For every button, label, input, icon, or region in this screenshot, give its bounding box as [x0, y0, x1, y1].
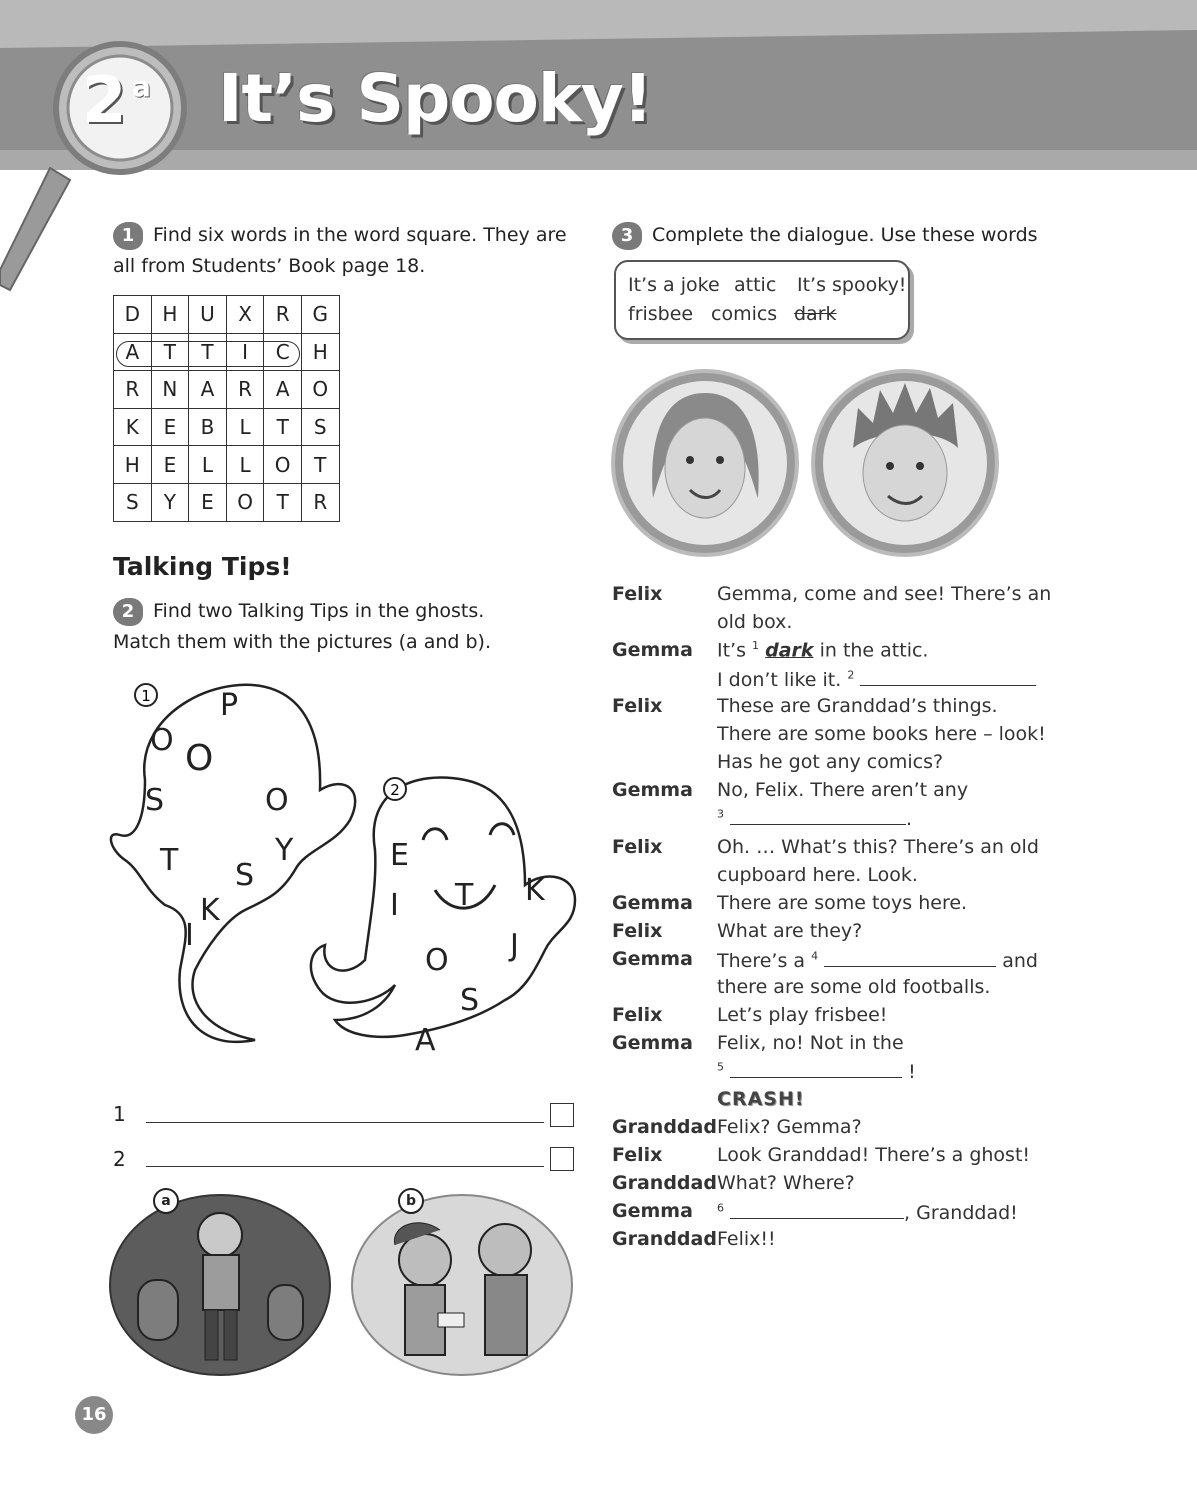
grid-cell[interactable]: R [226, 371, 264, 409]
dialogue-text: I don’t like it. [717, 669, 842, 691]
ex2-instruction-line1: Find two Talking Tips in the ghosts. [153, 600, 485, 622]
word-option: It’s a joke [628, 274, 720, 296]
ghost-letter: I [185, 918, 194, 953]
ghost-letter: E [390, 838, 409, 873]
grid-cell[interactable]: G [301, 296, 339, 334]
ghost-letter: Y [275, 833, 294, 868]
ghost-letter: S [460, 983, 480, 1018]
page-number: 16 [75, 1396, 113, 1434]
ghost-letter: S [145, 783, 165, 818]
example-answer: dark [765, 639, 814, 662]
grid-cell[interactable]: A [189, 371, 227, 409]
ex3-instruction [612, 220, 1038, 251]
dialogue-line: What are they? [717, 920, 863, 942]
grid-cell[interactable]: B [189, 408, 227, 446]
speaker-name: Felix [612, 1144, 663, 1166]
word-square [113, 295, 340, 522]
unit-suffix: a [132, 70, 151, 103]
picture-a-graveyard [108, 1185, 333, 1380]
speaker-name: Gemma [612, 1032, 693, 1054]
ghost-letter: O [265, 783, 289, 818]
section-title: Talking Tips! [113, 552, 292, 581]
ex1-instruction [113, 220, 567, 282]
dialogue-text: , Granddad! [904, 1202, 1018, 1224]
ex1-number-badge: 1 [113, 222, 143, 250]
ghost-letter: P [220, 688, 239, 723]
grid-cell[interactable]: L [189, 446, 227, 484]
word-option: attic [734, 274, 777, 296]
gap-3-line[interactable] [730, 806, 906, 825]
grid-cell[interactable]: S [301, 408, 339, 446]
gap-number: 3 [717, 807, 724, 821]
ex2-number-badge: 2 [113, 598, 143, 626]
word-option-used: dark [794, 303, 837, 325]
grid-cell[interactable]: L [226, 446, 264, 484]
dialogue-line: old box. [717, 611, 793, 633]
dialogue-line: Felix, no! Not in the [717, 1032, 904, 1054]
ghost-letter: K [525, 873, 545, 908]
ex1-instruction-line2: all from Students’ Book page 18. [113, 255, 426, 277]
picture-a-label: a [153, 1188, 179, 1214]
dialogue-line: Oh. … What’s this? There’s an old [717, 836, 1039, 858]
gap-number: 5 [717, 1060, 724, 1074]
grid-cell[interactable]: N [151, 371, 189, 409]
grid-cell[interactable]: R [301, 483, 339, 521]
grid-cell[interactable]: H [114, 446, 152, 484]
sound-effect: CRASH! [717, 1088, 805, 1110]
ghost-letter: O [185, 738, 214, 779]
speaker-name: Gemma [612, 948, 693, 970]
grid-cell[interactable]: H [151, 296, 189, 334]
dialogue-line: there are some old footballs. [717, 976, 991, 998]
grid-cell[interactable]: X [226, 296, 264, 334]
speaker-name: Felix [612, 1004, 663, 1026]
speaker-name: Granddad [612, 1228, 717, 1250]
dialogue-line [717, 948, 1038, 972]
grid-cell[interactable]: U [189, 296, 227, 334]
unit-number: 2 [82, 64, 127, 138]
dialogue-text: in the attic. [819, 639, 929, 662]
gap-5-line[interactable] [730, 1059, 902, 1078]
ghost-letter: O [150, 723, 174, 758]
gap-2-line[interactable] [860, 667, 1036, 686]
ex2-instruction [113, 596, 491, 658]
word-option: frisbee [628, 303, 694, 325]
ex2-instruction-line2: Match them with the pictures (a and b). [113, 631, 492, 653]
dialogue-line: There are some books here – look! [717, 723, 1046, 745]
punctuation: . [906, 808, 913, 830]
ghost-letter: I [390, 888, 399, 923]
grid-cell[interactable]: D [114, 296, 152, 334]
page-title: It’s Spooky! [218, 60, 652, 137]
speaker-name: Felix [612, 836, 663, 858]
dialogue-line: Has he got any comics? [717, 751, 944, 773]
ghost-letter: A [415, 1023, 436, 1058]
grid-cell[interactable]: K [114, 408, 152, 446]
gap-6-line[interactable] [730, 1200, 904, 1219]
grid-cell[interactable]: S [114, 483, 152, 521]
grid-row [114, 483, 340, 521]
dialogue-line: Felix!! [717, 1228, 776, 1250]
dialogue-text: and [1002, 950, 1038, 972]
ghost-1-label: 1 [141, 687, 151, 705]
answer-box-1[interactable] [550, 1103, 574, 1127]
dialogue-line: There are some toys here. [717, 892, 968, 914]
grid-row [114, 446, 340, 484]
grid-cell[interactable]: T [264, 408, 302, 446]
ghosts-illustration [105, 670, 595, 1070]
answer-box-2[interactable] [550, 1147, 574, 1171]
dialogue-line: No, Felix. There aren’t any [717, 779, 969, 801]
photo-gemma [608, 368, 803, 560]
dialogue-line [717, 639, 928, 661]
speaker-name: Granddad [612, 1116, 717, 1138]
dialogue-line [717, 667, 1036, 691]
gap-number: 2 [847, 668, 855, 682]
dialogue-line [717, 1059, 916, 1083]
grid-cell[interactable]: L [226, 408, 264, 446]
grid-cell[interactable]: R [114, 371, 152, 409]
grid-cell[interactable]: T [189, 333, 227, 371]
example-answer-ring [116, 341, 300, 367]
gap-number: 4 [811, 949, 819, 963]
picture-b-label: b [398, 1188, 424, 1214]
dialogue-line: What? Where? [717, 1172, 855, 1194]
word-box [614, 260, 910, 340]
dialogue-line: Look Granddad! There’s a ghost! [717, 1144, 1031, 1166]
answer-number: 1 [113, 1102, 126, 1126]
dialogue-line: cupboard here. Look. [717, 864, 918, 886]
grid-cell[interactable]: I [226, 333, 264, 371]
grid-cell[interactable]: E [189, 483, 227, 521]
grid-cell[interactable]: Y [151, 483, 189, 521]
grid-cell[interactable]: A [114, 333, 152, 371]
ghost-letter: K [200, 893, 220, 928]
speaker-name: Felix [612, 920, 663, 942]
grid-cell[interactable]: E [151, 408, 189, 446]
gap-number: 6 [717, 1201, 724, 1215]
grid-cell[interactable]: O [226, 483, 264, 521]
answer-line-1[interactable] [146, 1122, 544, 1123]
ghost-letter: J [510, 928, 519, 963]
speaker-name: Granddad [612, 1172, 717, 1194]
speaker-name: Gemma [612, 639, 693, 661]
ghost-letter: T [455, 878, 474, 913]
dialogue-text: There’s a [717, 950, 806, 972]
picture-b-children [350, 1185, 575, 1380]
ghost-letter: T [160, 843, 179, 878]
ghost-letter: S [235, 858, 255, 893]
grid-row [114, 408, 340, 446]
speaker-name: Gemma [612, 1200, 693, 1222]
grid-cell[interactable]: T [151, 333, 189, 371]
grid-cell[interactable]: E [151, 446, 189, 484]
speaker-name: Gemma [612, 892, 693, 914]
grid-cell[interactable]: O [264, 446, 302, 484]
ex3-number-badge: 3 [612, 222, 642, 250]
punctuation: ! [908, 1061, 916, 1083]
answer-number: 2 [113, 1147, 126, 1171]
dialogue-line [717, 1200, 1018, 1224]
dialogue-text: It’s [717, 639, 746, 662]
grid-row [114, 371, 340, 409]
dialogue-line: Felix? Gemma? [717, 1116, 862, 1138]
speaker-name: Gemma [612, 779, 693, 801]
ghost-letter: O [425, 943, 449, 978]
ex3-instruction-text: Complete the dialogue. Use these words [652, 224, 1038, 246]
grid-cell[interactable]: H [301, 333, 339, 371]
dialogue-line: Let’s play frisbee! [717, 1004, 888, 1026]
dialogue-line [717, 806, 912, 830]
dialogue-line: Gemma, come and see! There’s an [717, 583, 1052, 605]
speaker-name: Felix [612, 583, 663, 605]
gap-4-line[interactable] [824, 948, 996, 967]
grid-cell[interactable]: C [264, 333, 302, 371]
word-option: It’s spooky! [797, 274, 907, 296]
ghost-2-label: 2 [390, 781, 400, 799]
answer-line-2[interactable] [146, 1166, 544, 1167]
word-option: comics [711, 303, 778, 325]
grid-cell[interactable]: T [264, 483, 302, 521]
grid-cell[interactable]: R [264, 296, 302, 334]
gap-number: 1 [752, 639, 760, 652]
grid-row [114, 296, 340, 334]
photo-felix [808, 368, 1003, 560]
ex1-instruction-line1: Find six words in the word square. They are [153, 224, 567, 246]
speaker-name: Felix [612, 695, 663, 717]
dialogue-line: These are Granddad’s things. [717, 695, 998, 717]
grid-cell[interactable]: O [301, 371, 339, 409]
grid-cell[interactable]: T [301, 446, 339, 484]
grid-cell[interactable]: A [264, 371, 302, 409]
